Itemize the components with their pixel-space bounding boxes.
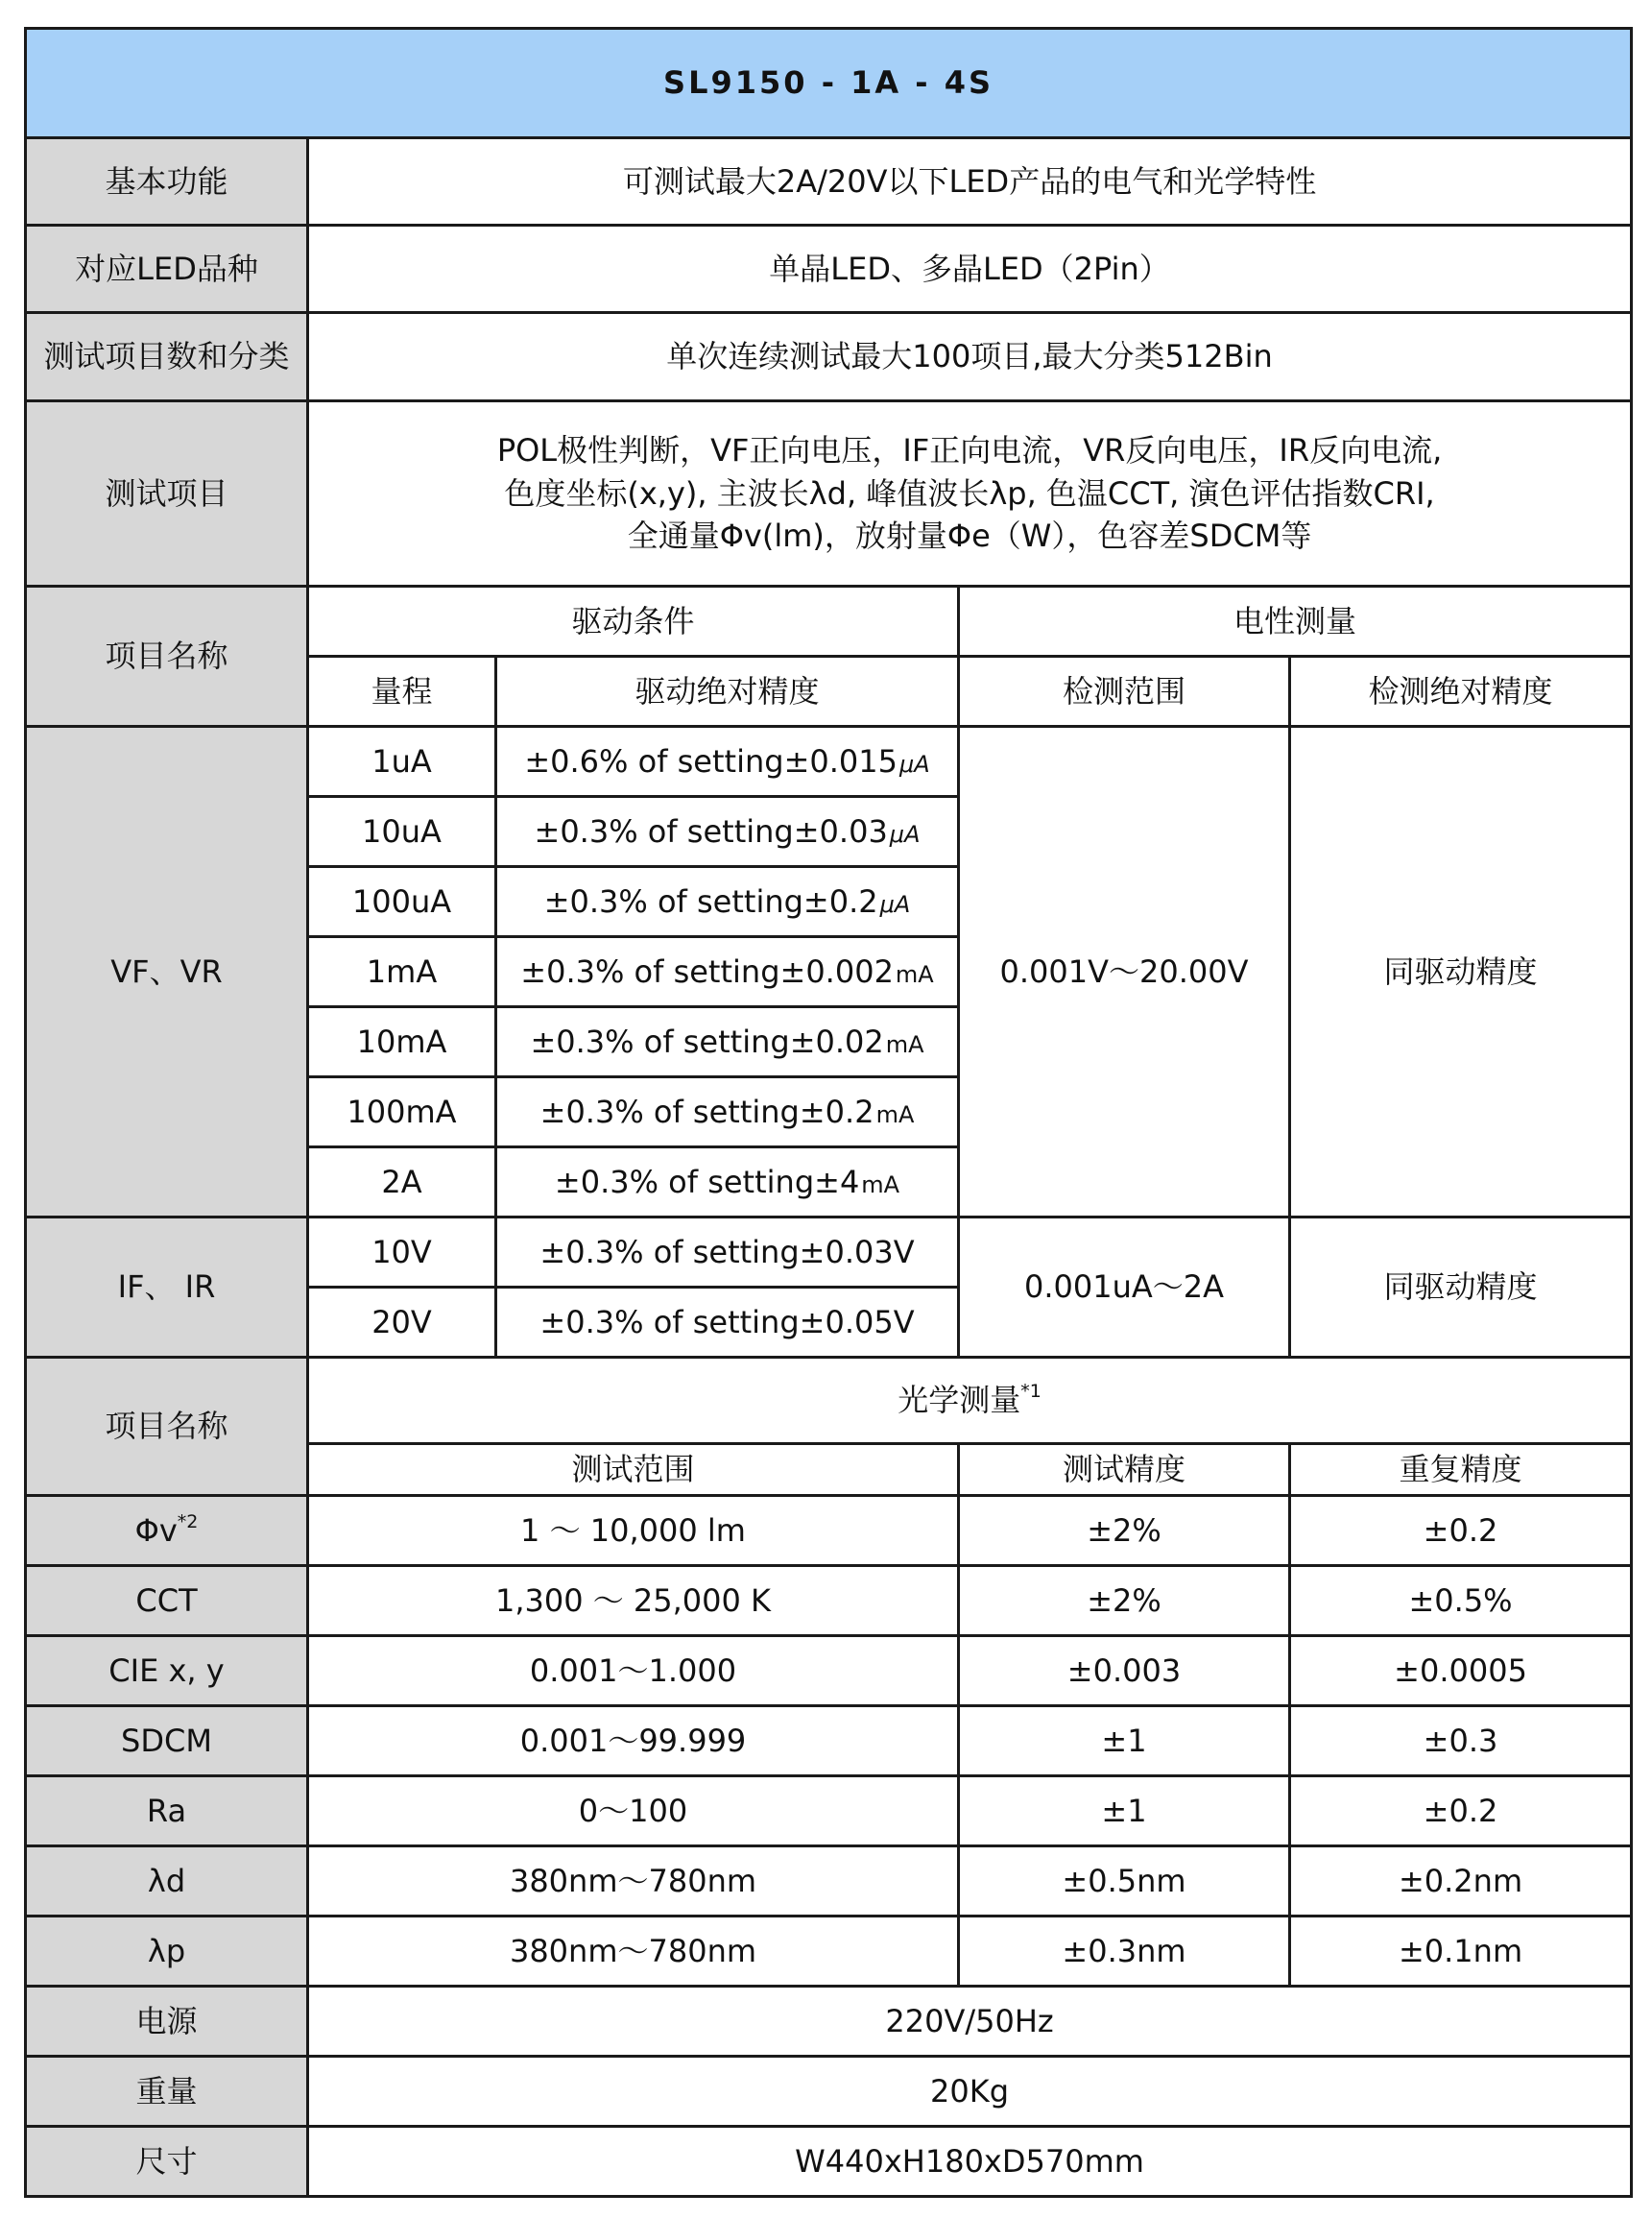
if-range-cell: 20V (308, 1288, 496, 1358)
optical-item-name-label: 项目名称 (26, 1358, 308, 1496)
spec-sheet (24, 27, 1630, 2198)
optical-param-label: λp (26, 1917, 308, 1987)
optical-range-cell: 1 ～ 10,000 lm (308, 1496, 959, 1566)
if-ir-label: IF、 IR (26, 1217, 308, 1358)
optical-measurement-header (308, 1358, 1632, 1444)
vf-detect-range: 0.001V～20.00V (959, 727, 1290, 1217)
optical-header-text: 光学测量 (898, 1382, 1021, 1419)
vf-range-cell: 10uA (308, 797, 496, 867)
test-count-value: 单次连续测试最大100项目,最大分类512Bin (308, 313, 1632, 401)
optical-range-column-header: 测试范围 (308, 1444, 959, 1496)
vf-range-cell: 1mA (308, 937, 496, 1007)
if-detect-accuracy: 同驱动精度 (1290, 1217, 1632, 1358)
optical-repeat-cell: ±0.2nm (1290, 1846, 1632, 1917)
vf-accuracy-unit: μA (889, 820, 921, 848)
detect-accuracy-column-header: 检测绝对精度 (1290, 657, 1632, 727)
vf-accuracy-text: ±0.3% of setting±0.2 (543, 882, 878, 920)
vf-accuracy-text: ±0.3% of setting±0.02 (530, 1023, 884, 1060)
optical-repeat-cell: ±0.5% (1290, 1566, 1632, 1636)
vf-detect-accuracy: 同驱动精度 (1290, 727, 1632, 1217)
optical-param-label: Ra (26, 1776, 308, 1846)
optical-repeat-cell: ±0.0005 (1290, 1636, 1632, 1706)
vf-accuracy-unit: μA (879, 890, 911, 918)
if-detect-range: 0.001uA～2A (959, 1217, 1290, 1358)
optical-range-cell: 380nm～780nm (308, 1846, 959, 1917)
test-items-label: 测试项目 (26, 401, 308, 587)
vf-accuracy-text: ±0.3% of setting±0.002 (520, 952, 894, 990)
electrical-measurement-header: 电性测量 (959, 587, 1632, 657)
optical-param-note: *2 (177, 1510, 199, 1532)
drive-accuracy-column-header: 驱动绝对精度 (496, 657, 959, 727)
vf-accuracy-unit: mA (875, 1100, 915, 1128)
vf-accuracy-unit: mA (885, 1030, 924, 1058)
electrical-item-name-label: 项目名称 (26, 587, 308, 727)
test-count-label: 测试项目数和分类 (26, 313, 308, 401)
optical-range-cell: 0.001～1.000 (308, 1636, 959, 1706)
basic-function-value: 可测试最大2A/20V以下LED产品的电气和光学特性 (308, 138, 1632, 226)
vf-accuracy-cell (496, 937, 959, 1007)
if-range-cell: 10V (308, 1217, 496, 1288)
basic-function-label: 基本功能 (26, 138, 308, 226)
test-items-value (308, 401, 1632, 587)
vf-accuracy-unit: mA (861, 1170, 900, 1198)
if-accuracy-cell: ±0.3% of setting±0.05V (496, 1288, 959, 1358)
optical-param-label: SDCM (26, 1706, 308, 1776)
vf-range-cell: 100mA (308, 1077, 496, 1147)
optical-accuracy-cell: ±0.5nm (959, 1846, 1290, 1917)
optical-param-label: λd (26, 1846, 308, 1917)
vf-range-cell: 2A (308, 1147, 496, 1217)
optical-param-label: CCT (26, 1566, 308, 1636)
vf-accuracy-cell (496, 867, 959, 937)
vf-range-cell: 100uA (308, 867, 496, 937)
vf-accuracy-cell (496, 1147, 959, 1217)
weight-label: 重量 (26, 2057, 308, 2127)
vf-range-cell: 1uA (308, 727, 496, 797)
optical-accuracy-cell: ±1 (959, 1776, 1290, 1846)
vf-accuracy-cell (496, 1077, 959, 1147)
test-items-line: POL极性判断，VF正向电压，IF正向电流，VR反向电压，IR反向电流, (496, 431, 1443, 469)
vf-accuracy-cell (496, 1007, 959, 1077)
optical-range-cell: 1,300 ～ 25,000 K (308, 1566, 959, 1636)
optical-repeat-cell: ±0.2 (1290, 1776, 1632, 1846)
vf-accuracy-text: ±0.6% of setting±0.015 (524, 742, 898, 780)
optical-repeat-column-header: 重复精度 (1290, 1444, 1632, 1496)
size-label: 尺寸 (26, 2127, 308, 2197)
size-value: W440xH180xD570mm (308, 2127, 1632, 2197)
power-label: 电源 (26, 1987, 308, 2057)
optical-param-label (26, 1496, 308, 1566)
vf-range-cell: 10mA (308, 1007, 496, 1077)
optical-accuracy-cell: ±1 (959, 1706, 1290, 1776)
optical-range-cell: 380nm～780nm (308, 1917, 959, 1987)
weight-value: 20Kg (308, 2057, 1632, 2127)
vf-vr-label: VF、VR (26, 727, 308, 1217)
if-accuracy-cell: ±0.3% of setting±0.03V (496, 1217, 959, 1288)
optical-range-cell: 0.001～99.999 (308, 1706, 959, 1776)
optical-repeat-cell: ±0.2 (1290, 1496, 1632, 1566)
vf-accuracy-cell (496, 727, 959, 797)
optical-accuracy-cell: ±2% (959, 1566, 1290, 1636)
optical-header-note: *1 (1020, 1381, 1041, 1403)
power-value: 220V/50Hz (308, 1987, 1632, 2057)
detect-range-column-header: 检测范围 (959, 657, 1290, 727)
vf-accuracy-text: ±0.3% of setting±0.2 (539, 1093, 874, 1130)
optical-accuracy-cell: ±0.003 (959, 1636, 1290, 1706)
optical-accuracy-cell: ±0.3nm (959, 1917, 1290, 1987)
optical-param-name: Φv (134, 1511, 178, 1549)
vf-accuracy-text: ±0.3% of setting±4 (554, 1163, 860, 1200)
vf-accuracy-unit: mA (895, 960, 934, 988)
optical-range-cell: 0～100 (308, 1776, 959, 1846)
optical-repeat-cell: ±0.1nm (1290, 1917, 1632, 1987)
test-items-line: 全通量Φv(lm)，放射量Φe（W），色容差SDCM等 (627, 518, 1312, 555)
vf-accuracy-text: ±0.3% of setting±0.03 (534, 812, 888, 850)
range-column-header: 量程 (308, 657, 496, 727)
optical-repeat-cell: ±0.3 (1290, 1706, 1632, 1776)
test-items-line: 色度坐标(x,y), 主波长λd, 峰值波长λp, 色温CCT, 演色评估指数CRI, (504, 474, 1435, 512)
optical-accuracy-column-header: 测试精度 (959, 1444, 1290, 1496)
led-types-value: 单晶LED、多晶LED（2Pin） (308, 226, 1632, 313)
product-title: SL9150 - 1A - 4S (26, 29, 1632, 138)
vf-accuracy-unit: μA (898, 750, 930, 778)
optical-accuracy-cell: ±2% (959, 1496, 1290, 1566)
vf-accuracy-cell (496, 797, 959, 867)
spec-table (24, 27, 1633, 2198)
optical-param-label: CIE x, y (26, 1636, 308, 1706)
drive-conditions-header: 驱动条件 (308, 587, 959, 657)
led-types-label: 对应LED品种 (26, 226, 308, 313)
